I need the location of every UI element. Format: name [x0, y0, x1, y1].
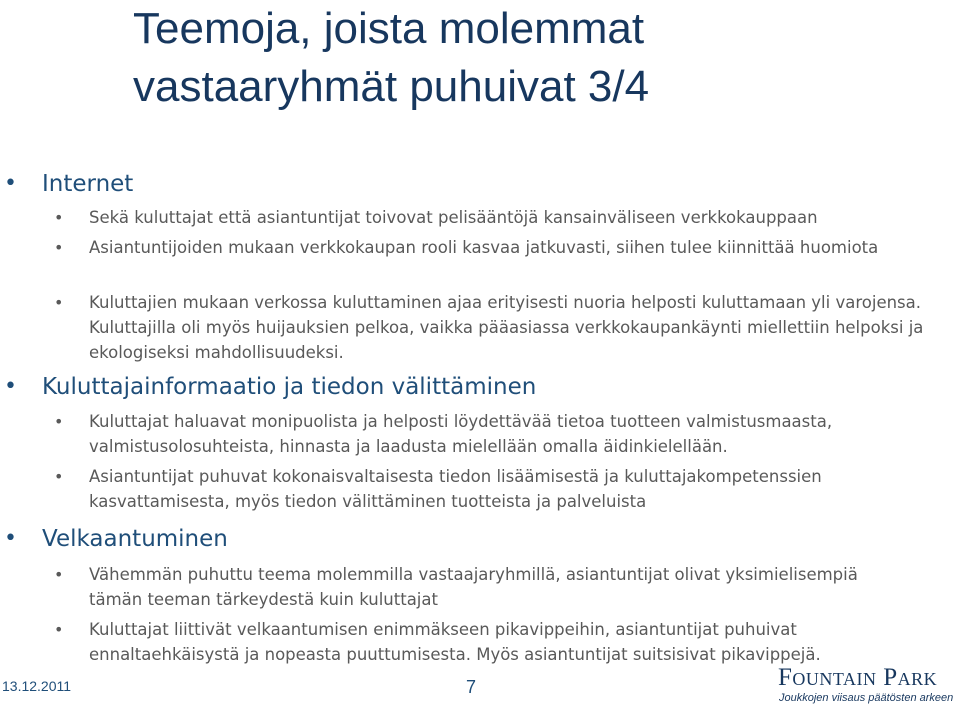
sub-bullet-icon: • [54, 238, 64, 257]
slide-title-line-2: vastaaryhmät puhuivat 3/4 [133, 62, 650, 111]
bullet-icon: • [4, 374, 17, 399]
section-heading-internet: Internet [42, 171, 134, 197]
footer-date: 13.12.2011 [2, 678, 72, 694]
page-number: 7 [466, 677, 477, 697]
bullet-item: Asiantuntijat puhuvat kokonaisvaltaisesta tiedon lisäämisestä ja kuluttajakompetenssien kasvattamisesta, myös tiedon välittäminen tuotteista ja palveluista [89, 467, 822, 511]
sub-bullet-icon: • [54, 620, 64, 639]
bullet-item: Kuluttajat haluavat monipuolista ja helposti löydettävää tietoa tuotteen valmistusmaasta, valmistusolosuhteista, hinnasta ja laadusta mielellään omalla äidinkielellään. [89, 412, 833, 456]
slide-title [133, 0, 933, 116]
company-logo [776, 664, 960, 709]
sub-bullet-icon: • [54, 467, 64, 486]
bullet-icon: • [4, 526, 17, 551]
logo-tagline: Joukkojen viisaus päätösten arkeen [779, 692, 954, 704]
bullet-item: Asiantuntijoiden mukaan verkkokaupan rooli kasvaa jatkuvasti, siihen tulee kiinnittää huomiota [89, 238, 879, 257]
sub-bullet-icon: • [54, 412, 64, 431]
bullet-item: Sekä kuluttajat että asiantuntijat toivovat pelisääntöjä kansainväliseen verkkokauppaan [89, 208, 818, 227]
sub-bullet-icon: • [54, 565, 64, 584]
sub-bullet-icon: • [54, 208, 64, 227]
bullet-item: Kuluttajien mukaan verkossa kuluttaminen ajaa erityisesti nuoria helposti kuluttamaan yli varojensa. Kuluttajilla oli myös huijauksien pelkoa, vaikka pääasiassa verkkokaupankäynti miellettiin helpoksi ja ekologiseksi mahdollisuudeksi. [89, 293, 924, 362]
logo-wordmark: Fountain Park [778, 664, 938, 691]
bullet-item: Vähemmän puhuttu teema molemmilla vastaajaryhmillä, asiantuntijat olivat yksimielisempiä tämän teeman tärkeydestä kuin kuluttajat [89, 565, 858, 609]
section-heading-consumer-information: Kuluttajainformaatio ja tiedon välittäminen [42, 374, 537, 400]
bullet-item: Kuluttajat liittivät velkaantumisen enimmäkseen pikavippeihin, asiantuntijat puhuivat ennaltaehkäisystä ja nopeasta puuttumisesta. Myös asiantuntijat suitsisivat pikavippejä. [89, 620, 821, 664]
bullet-icon: • [4, 171, 17, 196]
slide-title-line-1: Teemoja, joista molemmat [133, 4, 645, 53]
sub-bullet-icon: • [54, 293, 64, 312]
section-heading-indebtedness: Velkaantuminen [42, 526, 228, 552]
